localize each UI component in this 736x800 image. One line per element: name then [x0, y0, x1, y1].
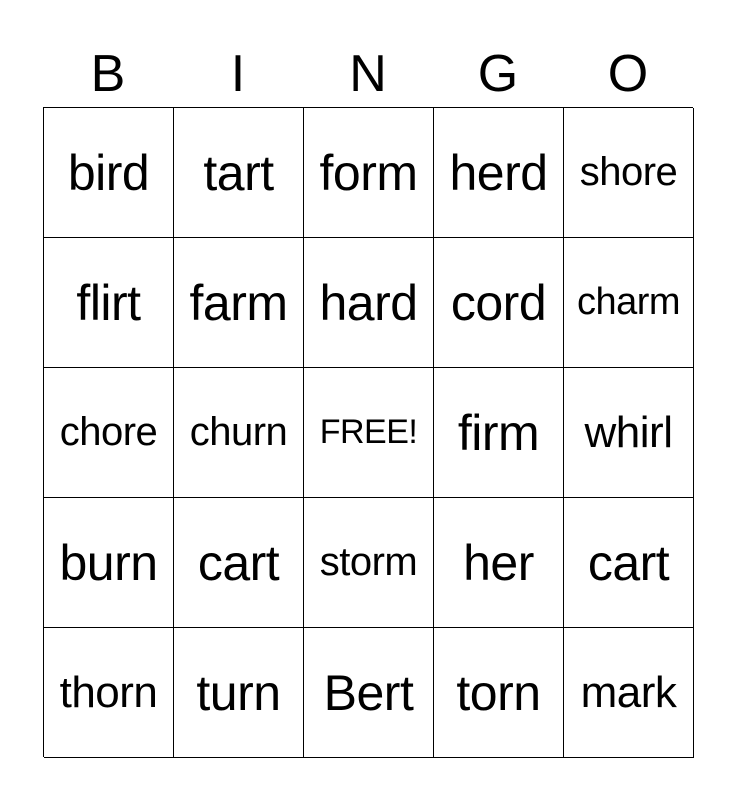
bingo-cell[interactable]: hard — [304, 238, 434, 368]
header-letter-g: G — [477, 45, 519, 103]
bingo-cell[interactable]: whirl — [564, 368, 694, 498]
free-space-cell[interactable]: FREE! — [304, 368, 434, 498]
bingo-cell[interactable]: storm — [304, 498, 434, 628]
bingo-cell[interactable]: her — [434, 498, 564, 628]
bingo-cell[interactable]: torn — [434, 628, 564, 758]
bingo-cell[interactable]: churn — [174, 368, 304, 498]
bingo-cell[interactable]: flirt — [44, 238, 174, 368]
bingo-cell[interactable]: chore — [44, 368, 174, 498]
bingo-cell[interactable]: mark — [564, 628, 694, 758]
bingo-cell[interactable]: form — [304, 108, 434, 238]
bingo-cell[interactable]: tart — [174, 108, 304, 238]
bingo-cell[interactable]: herd — [434, 108, 564, 238]
bingo-cell[interactable]: farm — [174, 238, 304, 368]
bingo-cell[interactable]: thorn — [44, 628, 174, 758]
bingo-cell[interactable]: cart — [174, 498, 304, 628]
bingo-cell[interactable]: burn — [44, 498, 174, 628]
bingo-cell[interactable]: cord — [434, 238, 564, 368]
bingo-board — [43, 107, 693, 757]
bingo-cell[interactable]: bird — [44, 108, 174, 238]
bingo-cell[interactable]: cart — [564, 498, 694, 628]
header-letter-o: O — [607, 45, 649, 103]
bingo-header — [43, 40, 693, 108]
bingo-cell[interactable]: turn — [174, 628, 304, 758]
bingo-cell[interactable]: charm — [564, 238, 694, 368]
bingo-cell[interactable]: Bert — [304, 628, 434, 758]
header-letter-i: I — [230, 45, 246, 103]
header-letter-b: B — [90, 45, 126, 103]
header-letter-n: N — [349, 45, 387, 103]
bingo-cell[interactable]: shore — [564, 108, 694, 238]
bingo-cell[interactable]: firm — [434, 368, 564, 498]
